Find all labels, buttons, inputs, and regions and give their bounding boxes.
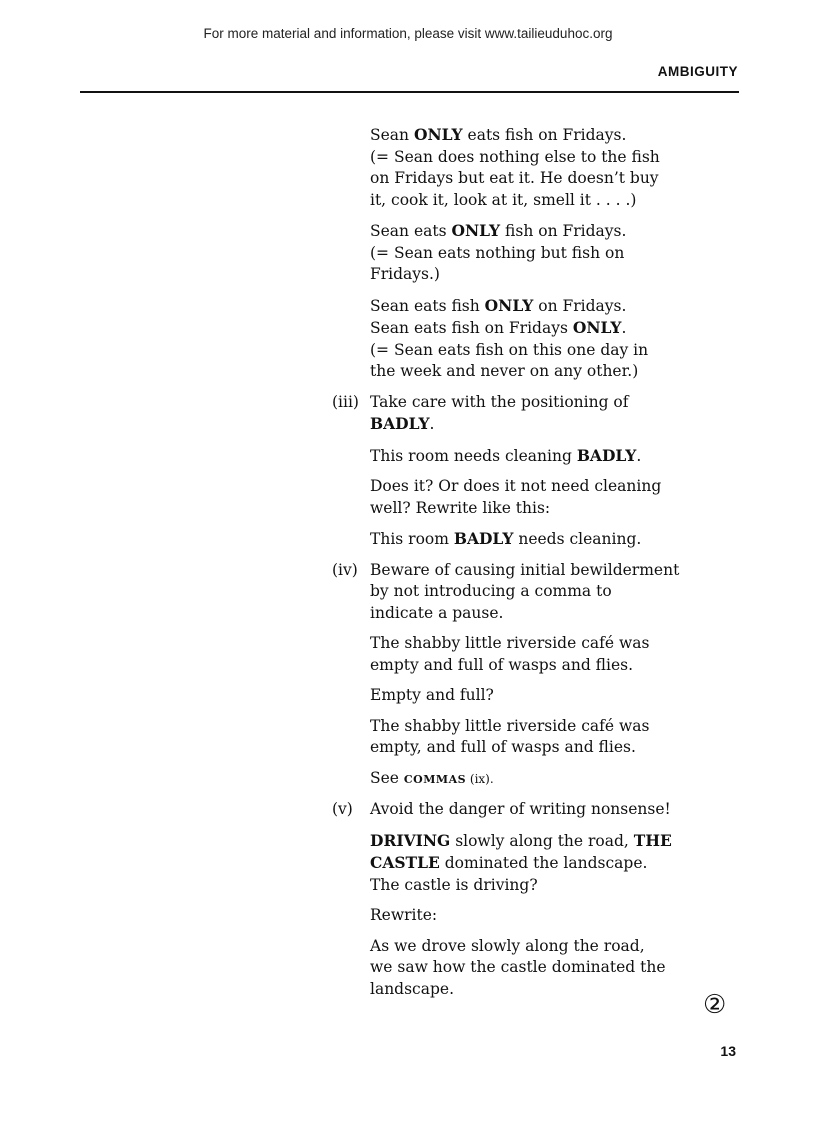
text-line: [370, 830, 744, 853]
text-line: Does it? Or does it not need cleaning: [370, 477, 662, 495]
text-run: Sean eats fish: [370, 296, 485, 315]
text-run: needs cleaning.: [513, 530, 642, 548]
example-badly-needs: [370, 528, 744, 551]
text-line: Avoid the danger of writing nonsense!: [370, 800, 671, 818]
text-line: [370, 317, 744, 340]
list-item-iii: [332, 392, 744, 436]
text-run: This room: [370, 530, 454, 548]
emphasis: DRIVING: [370, 830, 451, 850]
question-empty-full: [370, 685, 744, 707]
text-line: The castle is driving?: [370, 875, 538, 894]
text-line: well? Rewrite like this:: [370, 498, 551, 517]
item-number: (iv): [332, 560, 358, 579]
example-cleaning-badly: [370, 445, 744, 468]
text-line: it, cook it, look at it, smell it . . . .): [370, 190, 637, 209]
rewrite-label: [370, 905, 744, 927]
example-only-eats: [370, 124, 744, 211]
text-run: slowly along the road,: [450, 831, 634, 850]
text-run: .: [636, 446, 642, 465]
list-item-v: [332, 799, 744, 821]
item-number: (v): [332, 800, 353, 818]
text-line: Empty and full?: [370, 686, 494, 704]
text-line: we saw how the castle dominated the: [370, 958, 666, 976]
item-text: [370, 799, 744, 821]
text-line: [370, 528, 744, 551]
emphasis: CASTLE: [370, 853, 440, 872]
text-line: (= Sean eats nothing but fish on: [370, 243, 625, 262]
text-line: The shabby little riverside café was: [370, 634, 650, 652]
source-banner: For more material and information, please visit www.tailieuduhoc.org: [203, 26, 613, 41]
text-run: See: [370, 768, 404, 787]
text-line: [370, 852, 744, 875]
text-line: Beware of causing initial bewilderment: [370, 560, 680, 579]
page-body: [332, 124, 744, 1009]
example-driving-castle: [370, 830, 744, 897]
text-run: Sean eats fish on Fridays: [370, 319, 573, 337]
text-run: on Fridays.: [533, 296, 627, 315]
text-run: eats fish on Fridays.: [462, 126, 627, 144]
text-run: Sean: [370, 126, 414, 144]
cross-reference: [370, 768, 744, 791]
item-text: [370, 560, 744, 625]
text-line: [370, 445, 744, 468]
text-run: .: [621, 319, 627, 337]
example-cafe-comma: [370, 716, 744, 759]
example-cafe-no-comma: [370, 633, 744, 676]
emphasis: BADLY: [453, 529, 514, 548]
example-only-on-fridays: [370, 295, 744, 383]
text-run: dominated the landscape.: [439, 854, 648, 872]
text-line: on Fridays but eat it. He doesn’t buy: [370, 169, 659, 187]
text-line: The shabby little riverside café was: [370, 716, 650, 735]
emphasis: ONLY: [413, 125, 463, 144]
text-line: by not introducing a comma to: [370, 582, 612, 600]
emphasis: ONLY: [484, 295, 534, 315]
example-eats-only-fish: [370, 220, 744, 286]
text-line: empty and full of wasps and flies.: [370, 655, 634, 674]
text-line: landscape.: [370, 979, 455, 998]
text-line: [370, 220, 744, 243]
text-line: Fridays.): [370, 265, 440, 283]
running-head: AMBIGUITY: [657, 64, 738, 79]
text-run: This room needs cleaning: [370, 446, 577, 465]
emphasis: ONLY: [451, 221, 501, 240]
text-run: .: [429, 415, 435, 433]
text-line: (= Sean eats fish on this one day in: [370, 340, 649, 359]
text-line: Take care with the positioning of: [370, 392, 629, 411]
text-line: [370, 124, 744, 147]
text-run: (ix).: [466, 771, 494, 786]
text-line: indicate a pause.: [370, 603, 504, 622]
emphasis: BADLY: [576, 445, 637, 465]
explanation-badly: [370, 476, 744, 519]
cross-reference-term: COMMAS: [403, 772, 467, 786]
page-number: 13: [720, 1043, 736, 1059]
text-line: empty, and full of wasps and flies.: [370, 738, 636, 756]
text-run: fish on Fridays.: [500, 222, 627, 240]
circled-two-mark: ②: [703, 990, 727, 1020]
item-text: [370, 392, 744, 436]
item-number: (iii): [332, 392, 359, 411]
text-line: [370, 413, 744, 436]
emphasis: THE: [633, 830, 672, 850]
list-item-iv: [332, 560, 744, 625]
text-run: Sean eats: [370, 222, 452, 240]
text-line: As we drove slowly along the road,: [370, 936, 645, 955]
text-line: [370, 295, 744, 318]
example-rewrite: [370, 936, 744, 1001]
header-rule: [80, 91, 739, 93]
text-line: (= Sean does nothing else to the fish: [370, 147, 660, 166]
emphasis: BADLY: [370, 414, 430, 433]
text-line: [370, 768, 744, 791]
text-line: the week and never on any other.): [370, 362, 639, 380]
emphasis: ONLY: [572, 318, 622, 337]
text-line: Rewrite:: [370, 906, 438, 924]
